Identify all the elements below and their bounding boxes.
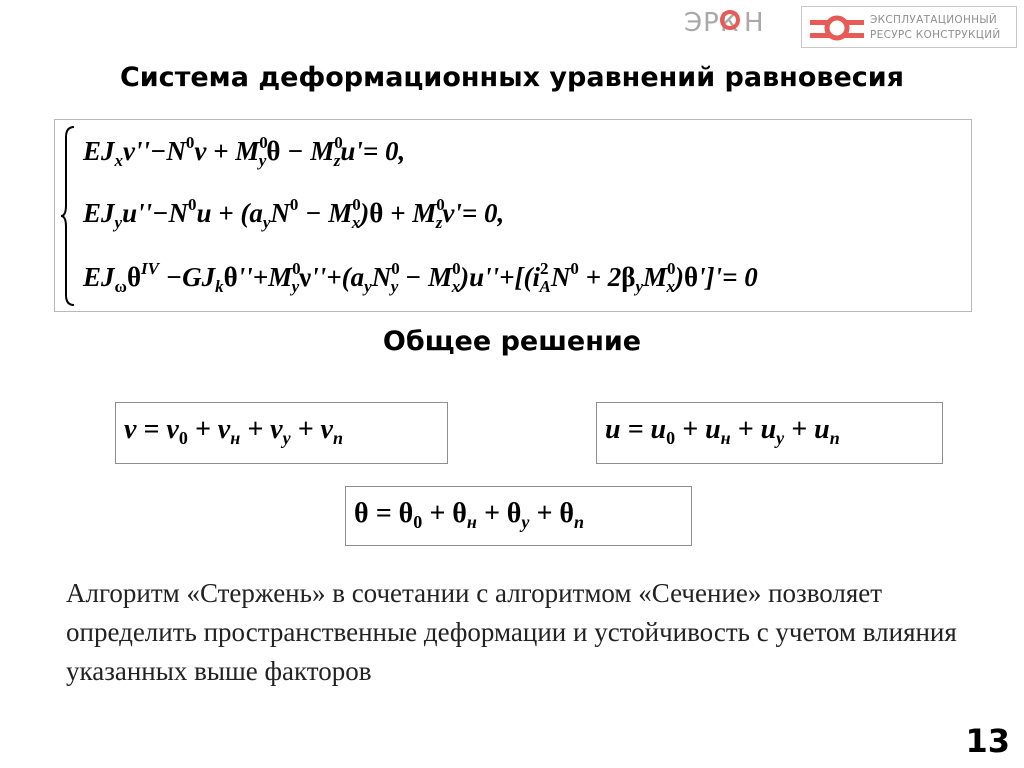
general-solution-heading: Общее решение [382, 326, 642, 357]
erkon-logo-text-right: Н [744, 8, 765, 38]
equation-1: $EJ_xv''-N^0v + M^0_y\theta - M^0_zu'= 0$, [83, 133, 406, 170]
solution-theta-box: $\theta = \theta_0 + \theta_н + \theta_у + \theta_п$ [345, 486, 692, 546]
erkon-logo-ring [720, 10, 740, 30]
resource-logo-line2: РЕСУРС КОНСТРУКЦИЙ [870, 29, 1001, 41]
solution-v-box: $v = v_0 + v_н + v_у + v_п$ [115, 402, 448, 464]
slide-title: Система деформационных уравнений равновесия [119, 62, 905, 93]
erkon-logo [684, 6, 780, 42]
solution-u-box: $u = u_0 + u_н + u_у + u_п$ [596, 402, 943, 464]
equation-system-box [54, 119, 972, 312]
equation-2: $EJ_yu''-N^0u + (a_yN^0 - M^0_x)\theta + M^0_zv'= 0$, [83, 195, 505, 232]
algorithm-description: Алгоритм «Стержень» в сочетании с алгоритмом «Сечение» позволяет определить пространственные деформации и устойчивость с учетом влияния указанных выше факторов [66, 578, 957, 686]
resource-logo-mark-icon [810, 13, 864, 43]
resource-logo-line1: ЭКСПЛУАТАЦИОННЫЙ [870, 14, 998, 26]
curly-brace-icon [61, 125, 75, 307]
resource-logo [801, 6, 1017, 48]
erkon-logo-text-left: ЭРК [684, 8, 740, 38]
equation-3: $EJ_\omega\theta^{IV} -GJ_k\theta''+M^0_y\nu''+(a_yN^0_y - M^0_x)u''+[(i^2_AN^0 + 2\beta_yM^0_x)\theta']'= 0$ [83, 259, 758, 296]
page-number: 13 [965, 722, 1010, 760]
